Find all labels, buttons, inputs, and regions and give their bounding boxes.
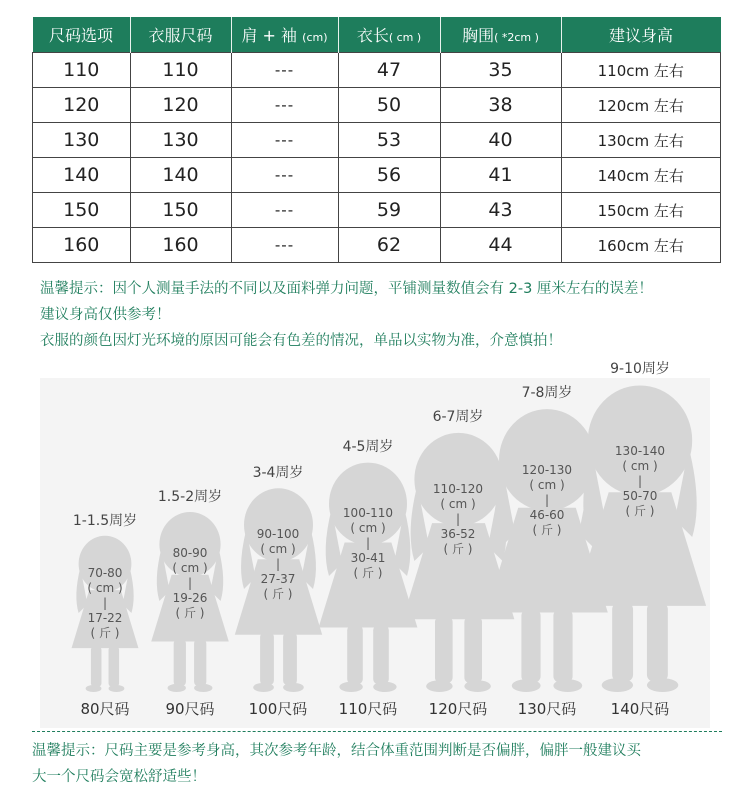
size-table-header — [33, 17, 721, 53]
size-label: 140尺码 — [610, 700, 670, 718]
table-cell: 110 — [33, 53, 131, 88]
size-table — [32, 17, 721, 263]
height-range-text: 100-110 — [342, 506, 394, 520]
height-unit-text: ( cm ) — [260, 542, 296, 556]
weight-range-text: 19-26 — [172, 591, 208, 605]
col-header: 衣服尺码 — [130, 17, 231, 53]
table-cell: 59 — [338, 193, 440, 228]
col-header: 胸围( *2cm ) — [440, 17, 561, 53]
weight-unit-text: ( 斤 ) — [263, 587, 293, 601]
table-cell: 53 — [338, 123, 440, 158]
table-cell: --- — [231, 123, 338, 158]
table-cell: 35 — [440, 53, 561, 88]
table-cell: 160 — [33, 228, 131, 263]
table-row — [33, 53, 721, 88]
height-unit-text: ( cm ) — [172, 561, 208, 575]
table-row — [33, 158, 721, 193]
age-label: 3-4周岁 — [252, 465, 304, 481]
size-label: 120尺码 — [428, 700, 488, 718]
table-cell: 150cm 左右 — [561, 193, 721, 228]
table-cell: 150 — [130, 193, 231, 228]
age-label: 6-7周岁 — [432, 409, 484, 425]
table-row — [33, 88, 721, 123]
height-unit-text: ( cm ) — [622, 459, 658, 473]
table-cell: 47 — [338, 53, 440, 88]
size-label: 80尺码 — [80, 700, 130, 718]
height-unit-text: ( cm ) — [440, 497, 476, 511]
height-range-text: 90-100 — [256, 527, 300, 541]
height-range-text: 70-80 — [87, 566, 123, 580]
weight-unit-text: ( 斤 ) — [532, 523, 562, 537]
table-cell: 140cm 左右 — [561, 158, 721, 193]
table-row — [33, 193, 721, 228]
dashed-divider — [32, 731, 722, 732]
height-range-text: 80-90 — [172, 546, 208, 560]
height-unit-text: ( cm ) — [87, 581, 123, 595]
size-tip — [32, 738, 732, 790]
table-cell: 50 — [338, 88, 440, 123]
table-cell: 44 — [440, 228, 561, 263]
weight-unit-text: ( 斤 ) — [175, 606, 205, 620]
age-label: 1-1.5周岁 — [72, 513, 138, 529]
child-figure — [61, 513, 149, 718]
height-unit-text: ( cm ) — [350, 521, 386, 535]
table-cell: 140 — [130, 158, 231, 193]
table-cell: 120 — [33, 88, 131, 123]
col-header: 衣长( cm ) — [338, 17, 440, 53]
sep-text: | — [455, 512, 461, 526]
note-measure-error: 温馨提示：因个人测量手法的不同以及面料弹力问题，平铺测量数值会有 2-3 厘米左右的误差！ — [40, 281, 653, 297]
table-cell: --- — [231, 228, 338, 263]
weight-range-text: 46-60 — [529, 508, 565, 522]
child-silhouette-icon — [553, 382, 727, 692]
age-label: 1.5-2周岁 — [157, 489, 223, 505]
weight-range-text: 30-41 — [350, 551, 386, 565]
col-header: 肩 + 袖 (cm) — [231, 17, 338, 53]
age-label: 4-5周岁 — [342, 439, 394, 455]
size-label: 100尺码 — [248, 700, 308, 718]
height-weight-range — [590, 444, 690, 519]
weight-range-text: 50-70 — [622, 489, 658, 503]
height-unit-text: ( cm ) — [529, 478, 565, 492]
table-cell: 41 — [440, 158, 561, 193]
sep-text: | — [365, 536, 371, 550]
height-range-text: 120-130 — [521, 463, 573, 477]
note-color-difference: 衣服的颜色因灯光环境的原因可能会有色差的情况，单品以实物为准，介意慎拍！ — [40, 333, 562, 349]
table-cell: 43 — [440, 193, 561, 228]
table-cell: --- — [231, 193, 338, 228]
sep-text: | — [102, 596, 108, 610]
notes-list — [40, 276, 653, 354]
table-row — [33, 228, 721, 263]
table-cell: 40 — [440, 123, 561, 158]
table-cell: --- — [231, 158, 338, 193]
table-cell: 38 — [440, 88, 561, 123]
weight-range-text: 36-52 — [440, 527, 476, 541]
table-row — [33, 123, 721, 158]
table-cell: 120cm 左右 — [561, 88, 721, 123]
weight-range-text: 17-22 — [87, 611, 123, 625]
sep-text: | — [187, 576, 193, 590]
weight-unit-text: ( 斤 ) — [90, 626, 120, 640]
size-tip-line: 温馨提示：尺码主要是参考身高，其次参考年龄，结合体重范围判断是否偏胖，偏胖一般建议买 — [32, 743, 641, 759]
note-height-reference: 建议身高仅供参考！ — [40, 307, 171, 323]
col-header: 尺码选项 — [33, 17, 131, 53]
size-label: 90尺码 — [165, 700, 215, 718]
sep-text: | — [637, 474, 643, 488]
table-cell: 130 — [130, 123, 231, 158]
size-label: 110尺码 — [338, 700, 398, 718]
table-cell: 110cm 左右 — [561, 53, 721, 88]
table-cell: 120 — [130, 88, 231, 123]
table-cell: --- — [231, 53, 338, 88]
table-cell: 56 — [338, 158, 440, 193]
weight-unit-text: ( 斤 ) — [353, 566, 383, 580]
weight-unit-text: ( 斤 ) — [625, 504, 655, 518]
table-cell: 160 — [130, 228, 231, 263]
col-header: 建议身高 — [561, 17, 721, 53]
table-cell: 62 — [338, 228, 440, 263]
table-cell: 140 — [33, 158, 131, 193]
table-cell: --- — [231, 88, 338, 123]
height-range-text: 110-120 — [432, 482, 484, 496]
age-label: 9-10周岁 — [610, 361, 670, 377]
child-figure — [553, 361, 727, 718]
sep-text: | — [544, 493, 550, 507]
sep-text: | — [275, 557, 281, 571]
age-label: 7-8周岁 — [521, 385, 573, 401]
size-label: 130尺码 — [517, 700, 577, 718]
table-cell: 130cm 左右 — [561, 123, 721, 158]
size-figure-panel — [40, 361, 710, 728]
table-cell: 160cm 左右 — [561, 228, 721, 263]
weight-unit-text: ( 斤 ) — [443, 542, 473, 556]
table-cell: 130 — [33, 123, 131, 158]
height-range-text: 130-140 — [614, 444, 666, 458]
table-cell: 150 — [33, 193, 131, 228]
table-cell: 110 — [130, 53, 231, 88]
size-tip-line: 大一个尺码会宽松舒适些！ — [32, 769, 206, 785]
weight-range-text: 27-37 — [260, 572, 296, 586]
